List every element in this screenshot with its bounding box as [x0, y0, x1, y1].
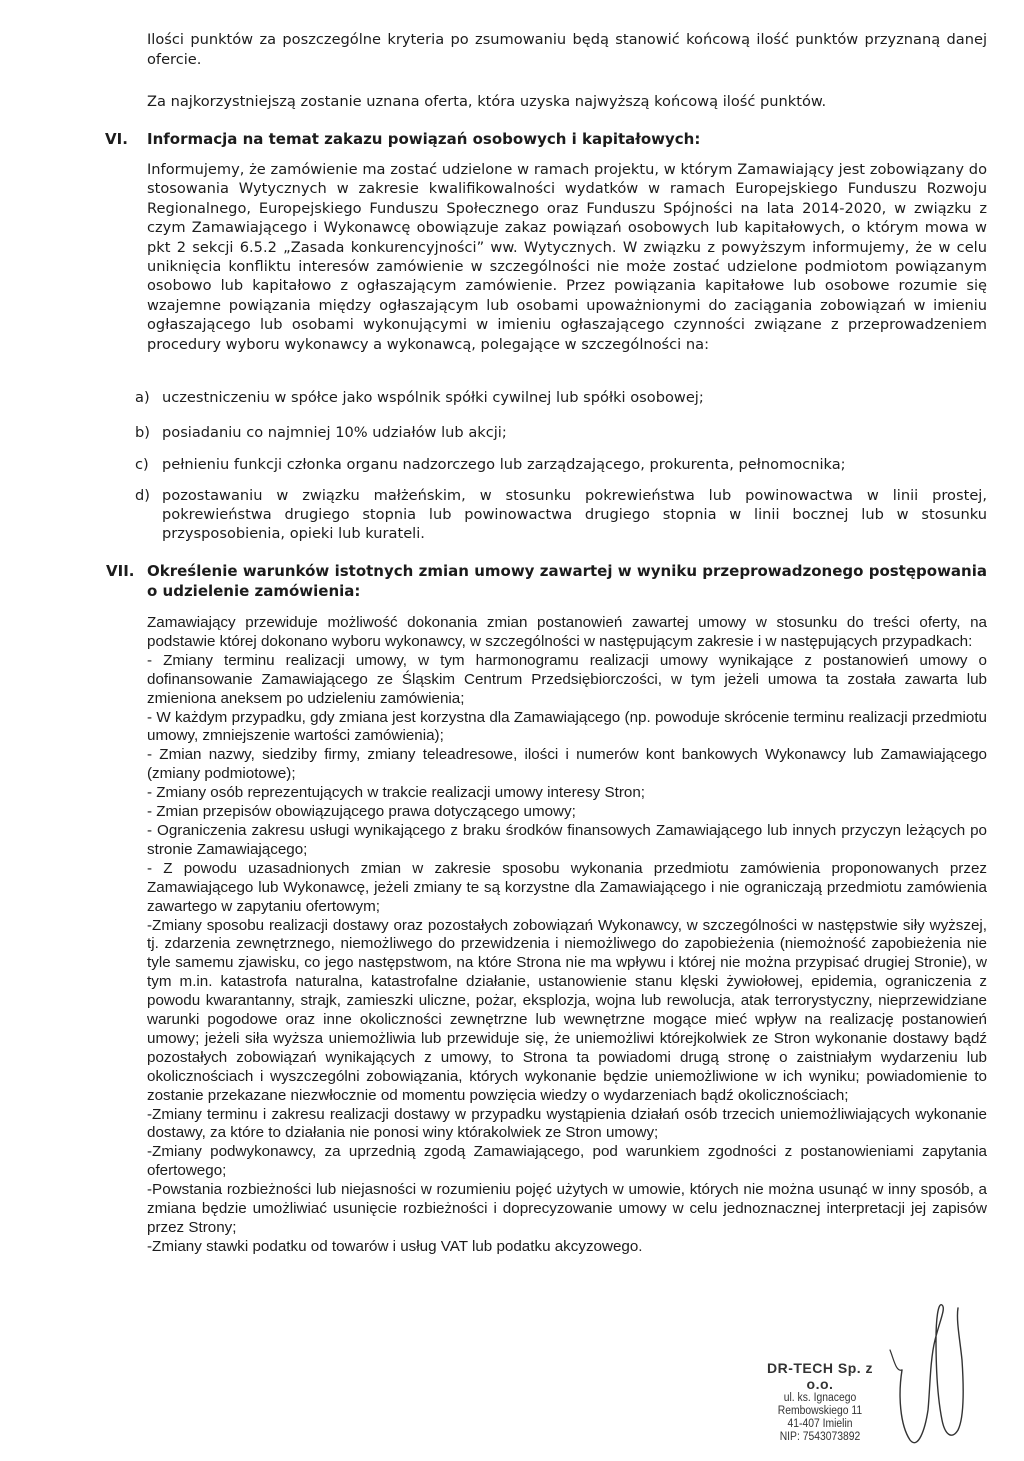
section-7-item: - Ograniczenia zakresu usługi wynikającego z braku środków finansowych Zamawiającego lub innych przyczyn leżących po stronie Zamawiającego; — [147, 821, 987, 858]
list-item-label: d) — [135, 487, 150, 504]
section-7-item: - Zmian przepisów obowiązującego prawa dotyczącego umowy; — [147, 803, 576, 821]
section-7-item: -Zmiany terminu i zakresu realizacji dostawy w przypadku wystąpienia działań osób trzecich uniemożliwiających wykonanie dostawy, za które to działania nie ponosi winy którakolwiek ze Stron umowy; — [147, 1105, 987, 1142]
section-6-paragraph: Informujemy, że zamówienie ma zostać udzielone w ramach projektu, w którym Zamawiający jest zobowiązany do stosowania Wytycznych w zakresie kwalifikowalności wydatków w ramach Europejskiego Funduszu Rozwoju Regionalnego, Europejskiego Funduszu Społecznego oraz Funduszu Spójności na lata 2014-2020, w związku z czym Zamawiającego i Wykonawcę obowiązuje zakaz powiązań osobowych lub kapitałowych, o którym mowa w pkt 2 sekcji 6.5.2 „Zasada konkurencyjności” ww. Wytycznych. W związku z powyższym informujemy, że w celu uniknięcia konfliktu interesów zamówienie w szczególności nie może zostać udzielone podmiotom powiązanym osobowo lub kapitałowo z ogłaszającym zamówienie. Przez powiązania kapitałowe lub osobowe rozumie się wzajemne powiązania między ogłaszającym lub osobami upoważnionymi do zaciągania zobowiązań w imieniu ogłaszającego lub osobami wykonującymi w imieniu ogłaszającego czynności związane z przeprowadzeniem procedury wyboru wykonawcy a wykonawcą, polegające w szczególności na: — [147, 161, 987, 353]
section-7-paragraph: Zamawiający przewiduje możliwość dokonania zmian postanowień zawartej umowy w stosunku do treści oferty, na podstawie której dokonano wyboru wykonawcy, w szczególności w następującym zakresie i w następujących przypadkach: — [147, 614, 987, 650]
list-item-label: b) — [135, 424, 150, 441]
list-item-c — [135, 455, 987, 474]
stamp-nip: NIP: 7543073892 — [779, 1431, 861, 1443]
handwritten-signature — [880, 1300, 970, 1450]
section-7-title: Określenie warunków istotnych zmian umowy zawartej w wyniku przeprowadzonego postępowania o udzielenie zamówienia: — [147, 562, 987, 600]
list-item-text: pełnieniu funkcji członka organu nadzorczego lub zarządzającego, prokurenta, pełnomocnika; — [162, 456, 846, 473]
company-stamp — [760, 1360, 880, 1444]
section-7-item: -Zmiany podwykonawcy, za uprzednią zgodą Zamawiającego, pod warunkiem zgodności z postanowieniami zapytania ofertowego; — [147, 1143, 987, 1180]
stamp-city: 41-407 Imielin — [787, 1418, 853, 1430]
section-7-item: -Zmiany stawki podatku od towarów i usług VAT lub podatku akcyzowego. — [147, 1237, 643, 1255]
list-item-label: c) — [135, 456, 149, 473]
section-7-item: - W każdym przypadku, gdy zmiana jest korzystna dla Zamawiającego (np. powoduje skrócenie terminu realizacji przedmiotu umowy, zmniejszenie wartości zamówienia); — [147, 708, 987, 745]
section-7-body — [147, 614, 987, 1257]
list-item-a — [135, 388, 987, 407]
section-7-item: - Z powodu uzasadnionych zmian w zakresie sposobu wykonania przedmiotu zamówienia proponowanych przez Zamawiającego lub Wykonawcę, jeżeli zmiany te są korzystne dla Zamawiającego i nie ograniczają przedmiotu zamówienia zawartego w zapytaniu ofertowym; — [147, 859, 987, 915]
intro-paragraph-1: Ilości punktów za poszczególne kryteria po zsumowaniu będą stanowić końcową ilość punktów przyznaną danej ofercie. — [147, 31, 987, 68]
intro-paragraph-2: Za najkorzystniejszą zostanie uznana oferta, która uzyska najwyższą końcową ilość punktów. — [147, 93, 827, 110]
list-item-d — [135, 486, 987, 544]
section-7-item: - Zmian nazwy, siedziby firmy, zmiany teleadresowe, ilości i numerów kont bankowych Wykonawcy lub Zamawiającego (zmiany podmiotowe); — [147, 746, 987, 783]
stamp-company-name: DR-TECH Sp. z o.o. — [766, 1360, 874, 1392]
list-item-b — [135, 423, 987, 442]
section-7-item: - Zmiany terminu realizacji umowy, w tym harmonogramu realizacji umowy wynikające z postanowień umowy o dofinansowanie Zamawiającego ze Śląskim Centrum Przedsiębiorczości, w tym jeżeli umowa ta została zawarta lub zmieniona aneksem po udzieleniu zamówienia; — [147, 651, 987, 707]
section-7-item: -Powstania rozbieżności lub niejasności w rozumieniu pojęć użytych w umowie, których nie można usunąć w inny sposób, a zmiana będzie umożliwiać usunięcie rozbieżności i doprecyzowanie umowy w celu jednoznacznej interpretacji jej zapisów przez Strony; — [147, 1181, 987, 1236]
section-7-item: -Zmiany sposobu realizacji dostawy oraz pozostałych zobowiązań Wykonawcy, w szczególności w następstwie siły wyższej, tj. zdarzenia zewnętrznego, niemożliwego do przewidzenia i niemożliwego do zapobieżenia (niemożność zapobieżenia nie tyle samemu zjawisku, co jego następstwom, na które Strona nie ma wpływu i której nie można przypisać drugiej Stronie), w tym m.in. katastrofa naturalna, katastrofalne działanie, ustanowienie stanu klęski żywiołowej, epidemia, ograniczenia z powodu kwarantanny, strajk, zamieszki uliczne, pożar, eksplozja, wojna lub rewolucja, atak terrorystyczny, nieprzewidziane warunki pogodowe oraz inne okoliczności zewnętrzne lub wewnętrzne mogące mieć wpływ na realizację postanowień umowy; jeżeli siła wyższa uniemożliwia lub przewiduje się, że uniemożliwi którejkolwiek ze Stron wykonanie dostawy bądź pozostałych zobowiązań wynikających z umowy, to Strona ta powiadomi drugą stronę o zaistniałym wydarzeniu lub okolicznościach i wyszczególni zobowiązania, których wykonanie będzie uniemożliwione w ich wyniku; powiadomienie to zostanie przekazane niezwłocznie od momentu powzięcia wiedzy o wydarzeniach bądź okolicznościach; — [147, 916, 987, 1104]
list-item-text: pozostawaniu w związku małżeńskim, w stosunku pokrewieństwa lub powinowactwa w linii prostej, pokrewieństwa drugiego stopnia lub powinowactwa drugiego stopnia w linii bocznej lub w stosunku przysposobienia, opieki lub kurateli. — [162, 487, 987, 543]
section-6-number: VI. — [105, 130, 128, 148]
list-item-label: a) — [135, 389, 150, 406]
section-6-title: Informacja na temat zakazu powiązań osobowych i kapitałowych: — [147, 130, 701, 148]
section-7-number: VII. — [106, 562, 135, 580]
list-item-text: posiadaniu co najmniej 10% udziałów lub akcji; — [162, 424, 507, 441]
stamp-street: ul. ks. Ignacego Rembowskiego 11 — [777, 1392, 863, 1417]
list-item-text: uczestniczeniu w spółce jako wspólnik spółki cywilnej lub spółki osobowej; — [162, 389, 704, 406]
section-7-item: - Zmiany osób reprezentujących w trakcie realizacji umowy interesy Stron; — [147, 784, 645, 802]
